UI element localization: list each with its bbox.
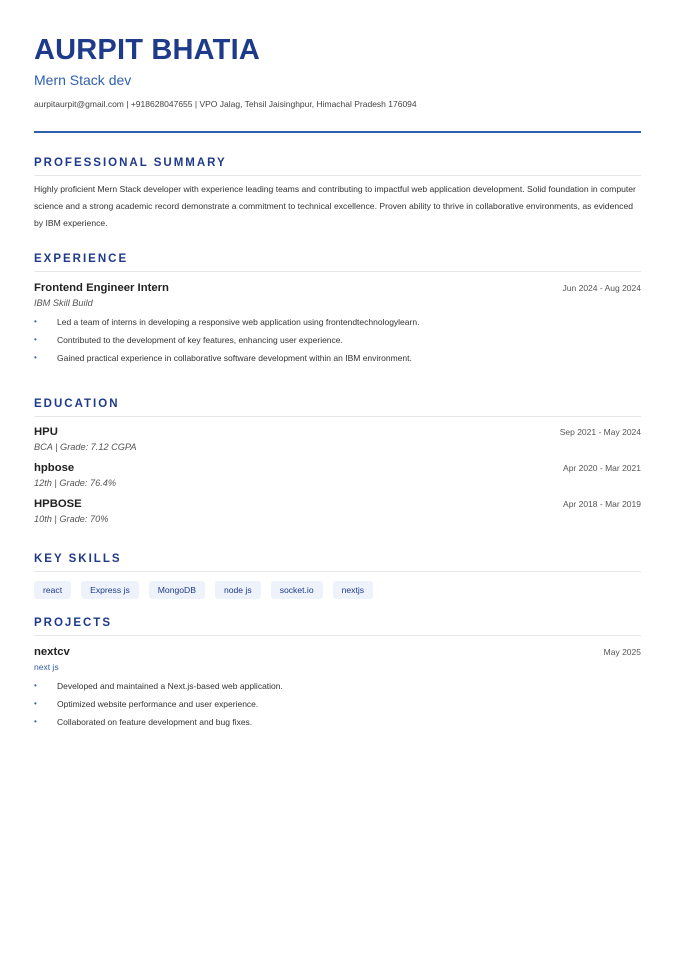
section-divider bbox=[34, 571, 641, 572]
section-divider bbox=[34, 271, 641, 272]
skill-chip: nextjs bbox=[333, 581, 373, 599]
school-name: hpbose bbox=[34, 462, 75, 474]
job-date: Jun 2024 - Aug 2024 bbox=[562, 283, 641, 293]
skill-chip: node js bbox=[215, 581, 261, 599]
section-title-skills: KEY SKILLS bbox=[34, 553, 122, 565]
projects-section bbox=[34, 616, 641, 731]
section-divider bbox=[34, 175, 641, 176]
company-name: IBM Skill Build bbox=[34, 298, 93, 308]
section-divider bbox=[34, 635, 641, 636]
list-item: • Developed and maintained a Next.js-based web application. bbox=[34, 677, 641, 695]
list-item: • Gained practical experience in collaborative software development within an IBM environment. bbox=[34, 349, 641, 367]
bullet-icon: • bbox=[34, 717, 37, 726]
list-item: • Optimized website performance and user experience. bbox=[34, 695, 641, 713]
education-entry bbox=[34, 425, 641, 453]
education-date: Apr 2020 - Mar 2021 bbox=[563, 463, 641, 473]
list-item: • Collaborated on feature development and bug fixes. bbox=[34, 713, 641, 731]
education-date: Apr 2018 - Mar 2019 bbox=[563, 499, 641, 509]
list-item: • Led a team of interns in developing a responsive web application using frontendtechnologylearn. bbox=[34, 313, 641, 331]
section-divider bbox=[34, 416, 641, 417]
project-date: May 2025 bbox=[603, 647, 641, 657]
education-detail: 12th | Grade: 76.4% bbox=[34, 478, 117, 488]
school-name: HPU bbox=[34, 426, 58, 438]
bullet-icon: • bbox=[34, 353, 37, 362]
skill-chip: socket.io bbox=[271, 581, 323, 599]
education-entry bbox=[34, 461, 641, 489]
summary-text: Highly proficient Mern Stack developer with experience leading teams and contributing to impactful web application development. Solid foundation in computer science and a strong academic record demonstrate a commitment to technical excellence. Proven ability to thrive in collaborative environments, as evidenced by IBM experience. bbox=[34, 184, 636, 228]
skills-section bbox=[34, 552, 641, 599]
contact-line: aurpitaurpit@gmail.com | +918628047655 | VPO Jalag, Tehsil Jaisinghpur, Himachal Pradesh 176094 bbox=[34, 99, 417, 109]
education-entry bbox=[34, 497, 641, 525]
skill-chip: MongoDB bbox=[149, 581, 205, 599]
experience-entry bbox=[34, 281, 641, 367]
project-bullets bbox=[34, 677, 641, 731]
job-bullets bbox=[34, 313, 641, 367]
summary-section bbox=[34, 156, 641, 232]
education-detail: 10th | Grade: 70% bbox=[34, 514, 109, 524]
experience-section bbox=[34, 252, 641, 367]
job-title: Frontend Engineer Intern bbox=[34, 282, 169, 294]
candidate-role: Mern Stack dev bbox=[34, 72, 132, 88]
education-date: Sep 2021 - May 2024 bbox=[559, 427, 641, 437]
bullet-icon: • bbox=[34, 699, 37, 708]
education-section bbox=[34, 397, 641, 525]
project-tech: next js bbox=[34, 662, 59, 672]
project-entry bbox=[34, 645, 641, 731]
project-name: nextcv bbox=[34, 646, 70, 658]
candidate-name: AURPIT BHATIA bbox=[34, 34, 260, 66]
bullet-icon: • bbox=[34, 335, 37, 344]
bullet-icon: • bbox=[34, 317, 37, 326]
list-item: • Contributed to the development of key features, enhancing user experience. bbox=[34, 331, 641, 349]
section-title-education: EDUCATION bbox=[34, 398, 120, 410]
skill-chip: react bbox=[34, 581, 71, 599]
section-title-experience: EXPERIENCE bbox=[34, 253, 129, 265]
section-title-summary: PROFESSIONAL SUMMARY bbox=[34, 157, 227, 169]
skill-chip: Express js bbox=[81, 581, 139, 599]
section-title-projects: PROJECTS bbox=[34, 617, 112, 629]
resume-header bbox=[34, 33, 641, 133]
skill-chips bbox=[34, 581, 641, 599]
school-name: HPBOSE bbox=[34, 498, 82, 510]
header-divider bbox=[34, 131, 641, 133]
education-detail: BCA | Grade: 7.12 CGPA bbox=[34, 442, 137, 452]
bullet-icon: • bbox=[34, 681, 37, 690]
